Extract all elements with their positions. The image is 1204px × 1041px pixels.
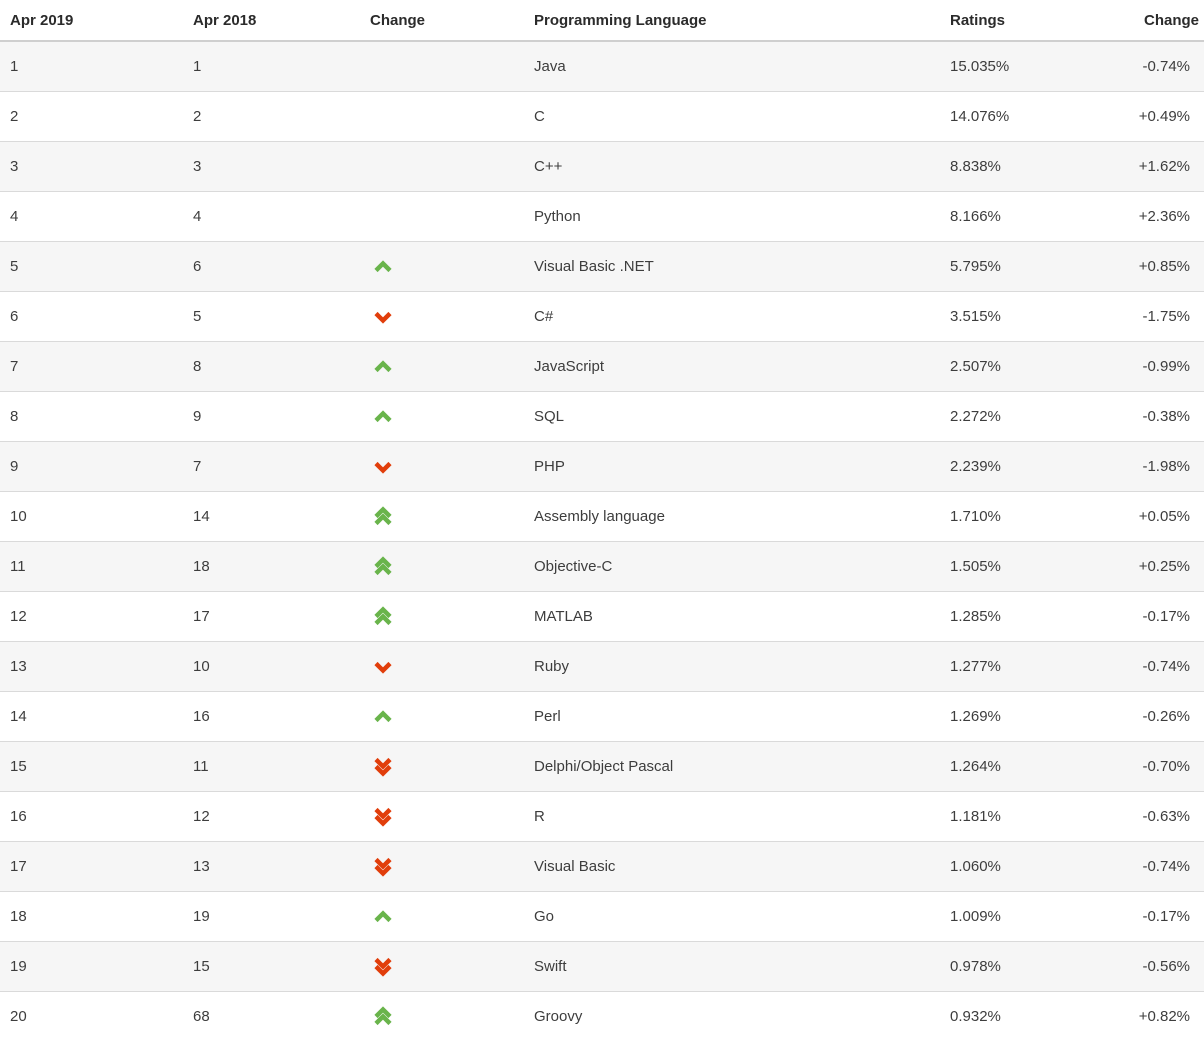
ratings-value: 8.166% (950, 207, 1001, 225)
language-cell (524, 641, 940, 691)
ratings-value: 8.838% (950, 157, 1001, 175)
change-pct-value: -0.17% (1142, 607, 1190, 625)
change-indicator-cell (360, 391, 524, 441)
rank-2018-cell (183, 441, 360, 491)
change-pct-value: -0.74% (1142, 657, 1190, 675)
ratings-cell (940, 391, 1100, 441)
language-cell (524, 191, 940, 241)
rank-2019-value: 18 (10, 907, 27, 925)
rank-2018-value: 11 (193, 757, 209, 775)
ratings-value: 1.181% (950, 807, 1001, 825)
rank-2018-value: 2 (193, 107, 202, 125)
change-pct-value: +0.85% (1138, 257, 1190, 275)
rank-2018-cell (183, 691, 360, 741)
rank-2018-value: 16 (193, 707, 210, 725)
table-row (0, 291, 1204, 341)
double-down-arrow-icon (373, 857, 393, 876)
change-pct-cell (1100, 91, 1204, 141)
language-name: Assembly language (534, 507, 665, 525)
table-row (0, 891, 1204, 941)
table-row (0, 941, 1204, 991)
ratings-cell (940, 341, 1100, 391)
change-indicator-cell (360, 141, 524, 191)
rank-2018-cell (183, 41, 360, 91)
ratings-cell (940, 91, 1100, 141)
column-header-ratings: Ratings (940, 0, 1100, 41)
change-pct-value: -0.17% (1142, 907, 1190, 925)
rank-2019-value: 19 (10, 957, 27, 975)
change-pct-cell (1100, 991, 1204, 1041)
rank-2018-cell (183, 991, 360, 1041)
table-row (0, 791, 1204, 841)
rank-2018-cell (183, 291, 360, 341)
change-indicator-cell (360, 991, 524, 1041)
change-indicator-cell (360, 741, 524, 791)
change-pct-cell (1100, 291, 1204, 341)
table-row (0, 591, 1204, 641)
ratings-cell (940, 941, 1100, 991)
rank-2019-value: 8 (10, 407, 19, 425)
language-name: Perl (534, 707, 561, 725)
language-cell (524, 541, 940, 591)
rank-2018-cell (183, 491, 360, 541)
double-up-arrow-icon (373, 1007, 393, 1026)
rank-2019-cell (0, 541, 183, 591)
change-pct-value: -1.98% (1142, 457, 1190, 475)
rank-2018-value: 5 (193, 307, 202, 325)
rank-2019-cell (0, 841, 183, 891)
change-pct-cell (1100, 541, 1204, 591)
rank-2019-cell (0, 241, 183, 291)
down-arrow-icon (373, 311, 393, 323)
rank-2019-cell (0, 291, 183, 341)
rank-2019-cell (0, 341, 183, 391)
rank-2019-value: 4 (10, 207, 19, 225)
ratings-value: 3.515% (950, 307, 1001, 325)
language-name: SQL (534, 407, 565, 425)
ratings-cell (940, 591, 1100, 641)
rank-2018-value: 10 (193, 657, 210, 675)
rank-2018-cell (183, 891, 360, 941)
change-pct-cell (1100, 441, 1204, 491)
ratings-cell (940, 291, 1100, 341)
table-row (0, 491, 1204, 541)
change-indicator-cell (360, 241, 524, 291)
rank-2018-cell (183, 391, 360, 441)
language-name: R (534, 807, 545, 825)
table-row (0, 41, 1204, 91)
ratings-cell (940, 241, 1100, 291)
rank-2019-cell (0, 641, 183, 691)
rank-2019-cell (0, 441, 183, 491)
language-cell (524, 441, 940, 491)
language-name: Swift (534, 957, 567, 975)
change-pct-value: +2.36% (1138, 207, 1190, 225)
change-pct-value: -0.56% (1142, 957, 1190, 975)
table-row (0, 691, 1204, 741)
ratings-value: 1.505% (950, 557, 1001, 575)
ratings-cell (940, 41, 1100, 91)
up-arrow-icon (373, 911, 393, 923)
ratings-value: 1.264% (950, 757, 1001, 775)
language-cell (524, 891, 940, 941)
change-pct-value: +0.05% (1138, 507, 1190, 525)
rank-2019-cell (0, 41, 183, 91)
language-cell (524, 741, 940, 791)
rank-2019-value: 16 (10, 807, 27, 825)
rank-2018-cell (183, 741, 360, 791)
column-header-change-ratings: Change (1100, 0, 1204, 41)
language-cell (524, 241, 940, 291)
rank-2019-cell (0, 741, 183, 791)
rank-2019-value: 9 (10, 457, 19, 475)
rank-2019-cell (0, 591, 183, 641)
ratings-value: 5.795% (950, 257, 1001, 275)
rank-2019-value: 3 (10, 157, 19, 175)
ratings-value: 2.272% (950, 407, 1001, 425)
ratings-value: 15.035% (950, 57, 1010, 75)
table-row (0, 441, 1204, 491)
rank-2018-value: 68 (193, 1007, 210, 1025)
ratings-cell (940, 691, 1100, 741)
change-indicator-cell (360, 591, 524, 641)
change-indicator-cell (360, 341, 524, 391)
language-cell (524, 491, 940, 541)
rank-2019-value: 12 (10, 607, 27, 625)
table-row (0, 91, 1204, 141)
rank-2019-cell (0, 941, 183, 991)
ratings-value: 2.507% (950, 357, 1001, 375)
rank-2018-cell (183, 191, 360, 241)
language-name: Ruby (534, 657, 570, 675)
table-row (0, 241, 1204, 291)
language-cell (524, 991, 940, 1041)
rank-2018-value: 12 (193, 807, 210, 825)
language-cell (524, 591, 940, 641)
change-indicator-cell (360, 841, 524, 891)
change-indicator-cell (360, 641, 524, 691)
ratings-cell (940, 791, 1100, 841)
up-arrow-icon (373, 261, 393, 273)
rank-2019-value: 1 (10, 57, 19, 75)
rank-2018-value: 15 (193, 957, 210, 975)
language-name: C# (534, 307, 554, 325)
change-pct-cell (1100, 791, 1204, 841)
column-header-change-position: Change (360, 0, 524, 41)
table-body (0, 41, 1204, 1041)
change-indicator-cell (360, 941, 524, 991)
ratings-value: 1.060% (950, 857, 1001, 875)
rank-2018-cell (183, 341, 360, 391)
change-pct-cell (1100, 741, 1204, 791)
change-pct-value: +1.62% (1138, 157, 1190, 175)
change-pct-value: -0.38% (1142, 407, 1190, 425)
rank-2018-value: 19 (193, 907, 210, 925)
rank-2018-value: 13 (193, 857, 210, 875)
column-header-apr-2018: Apr 2018 (183, 0, 360, 41)
language-name: MATLAB (534, 607, 593, 625)
change-pct-value: -0.99% (1142, 357, 1190, 375)
ratings-cell (940, 741, 1100, 791)
ratings-cell (940, 491, 1100, 541)
rank-2018-value: 8 (193, 357, 202, 375)
rank-2019-value: 11 (10, 557, 26, 575)
rank-2018-cell (183, 541, 360, 591)
change-pct-value: +0.82% (1138, 1007, 1190, 1025)
rank-2019-value: 6 (10, 307, 19, 325)
change-pct-value: -1.75% (1142, 307, 1190, 325)
rank-2019-value: 10 (10, 507, 27, 525)
language-cell (524, 841, 940, 891)
language-cell (524, 391, 940, 441)
language-name: Objective-C (534, 557, 613, 575)
rank-2018-value: 7 (193, 457, 202, 475)
rank-2019-cell (0, 891, 183, 941)
change-pct-value: -0.74% (1142, 857, 1190, 875)
rank-2019-value: 2 (10, 107, 19, 125)
language-name: Visual Basic .NET (534, 257, 654, 275)
change-pct-cell (1100, 341, 1204, 391)
ratings-value: 0.978% (950, 957, 1001, 975)
table-row (0, 341, 1204, 391)
change-pct-cell (1100, 41, 1204, 91)
table-row (0, 841, 1204, 891)
change-pct-cell (1100, 391, 1204, 441)
ratings-cell (940, 191, 1100, 241)
change-indicator-cell (360, 891, 524, 941)
rank-2019-value: 7 (10, 357, 19, 375)
rank-2018-value: 18 (193, 557, 210, 575)
change-indicator-cell (360, 91, 524, 141)
ratings-cell (940, 141, 1100, 191)
rank-2018-cell (183, 241, 360, 291)
table-row (0, 991, 1204, 1041)
language-name: Python (534, 207, 581, 225)
ratings-value: 1.710% (950, 507, 1001, 525)
column-header-programming-language: Programming Language (524, 0, 940, 41)
rank-2019-cell (0, 791, 183, 841)
rank-2018-value: 1 (193, 57, 202, 75)
ratings-value: 1.269% (950, 707, 1001, 725)
change-indicator-cell (360, 441, 524, 491)
ratings-value: 2.239% (950, 457, 1001, 475)
change-indicator-cell (360, 491, 524, 541)
change-pct-cell (1100, 691, 1204, 741)
change-pct-cell (1100, 941, 1204, 991)
change-pct-value: -0.63% (1142, 807, 1190, 825)
language-cell (524, 791, 940, 841)
rank-2018-cell (183, 941, 360, 991)
change-indicator-cell (360, 41, 524, 91)
ratings-cell (940, 541, 1100, 591)
language-name: Groovy (534, 1007, 583, 1025)
rank-2019-cell (0, 91, 183, 141)
ratings-cell (940, 991, 1100, 1041)
rank-2018-value: 3 (193, 157, 202, 175)
rank-2019-value: 5 (10, 257, 19, 275)
up-arrow-icon (373, 411, 393, 423)
rank-2019-cell (0, 991, 183, 1041)
language-name: Go (534, 907, 555, 925)
up-arrow-icon (373, 711, 393, 723)
ratings-cell (940, 441, 1100, 491)
change-pct-cell (1100, 591, 1204, 641)
language-name: Java (534, 57, 566, 75)
rank-2018-value: 9 (193, 407, 202, 425)
change-pct-value: -0.70% (1142, 757, 1190, 775)
rank-2018-value: 14 (193, 507, 210, 525)
language-name: Delphi/Object Pascal (534, 757, 674, 775)
language-name: PHP (534, 457, 565, 475)
rank-2018-cell (183, 841, 360, 891)
language-name: JavaScript (534, 357, 605, 375)
change-pct-cell (1100, 191, 1204, 241)
change-pct-cell (1100, 241, 1204, 291)
change-indicator-cell (360, 191, 524, 241)
double-down-arrow-icon (373, 807, 393, 826)
up-arrow-icon (373, 361, 393, 373)
double-up-arrow-icon (373, 607, 393, 626)
language-cell (524, 91, 940, 141)
rank-2018-value: 6 (193, 257, 202, 275)
ratings-cell (940, 891, 1100, 941)
rank-2019-value: 20 (10, 1007, 27, 1025)
rank-2018-cell (183, 641, 360, 691)
language-name: Visual Basic (534, 857, 616, 875)
language-cell (524, 691, 940, 741)
change-pct-value: -0.26% (1142, 707, 1190, 725)
table-row (0, 391, 1204, 441)
change-indicator-cell (360, 691, 524, 741)
ratings-value: 1.277% (950, 657, 1001, 675)
rank-2018-cell (183, 141, 360, 191)
rank-2019-value: 14 (10, 707, 27, 725)
rank-2019-value: 15 (10, 757, 27, 775)
change-pct-cell (1100, 841, 1204, 891)
ratings-value: 14.076% (950, 107, 1010, 125)
language-cell (524, 141, 940, 191)
table-row (0, 641, 1204, 691)
ratings-value: 1.285% (950, 607, 1001, 625)
rank-2018-cell (183, 791, 360, 841)
table-header-row (0, 0, 1204, 41)
change-pct-cell (1100, 641, 1204, 691)
down-arrow-icon (373, 461, 393, 473)
change-indicator-cell (360, 291, 524, 341)
rank-2019-cell (0, 491, 183, 541)
change-indicator-cell (360, 541, 524, 591)
language-cell (524, 341, 940, 391)
rank-2018-cell (183, 91, 360, 141)
language-cell (524, 941, 940, 991)
rank-2018-value: 4 (193, 207, 202, 225)
rank-2019-value: 17 (10, 857, 27, 875)
change-indicator-cell (360, 791, 524, 841)
double-up-arrow-icon (373, 557, 393, 576)
double-down-arrow-icon (373, 757, 393, 776)
change-pct-value: +0.49% (1138, 107, 1190, 125)
table-row (0, 191, 1204, 241)
change-pct-value: +0.25% (1138, 557, 1190, 575)
table-row (0, 541, 1204, 591)
ratings-cell (940, 841, 1100, 891)
rank-2019-value: 13 (10, 657, 27, 675)
rank-2019-cell (0, 141, 183, 191)
change-pct-value: -0.74% (1142, 57, 1190, 75)
language-name: C (534, 107, 545, 125)
rank-2019-cell (0, 191, 183, 241)
double-up-arrow-icon (373, 507, 393, 526)
language-name: C++ (534, 157, 563, 175)
table-row (0, 741, 1204, 791)
rank-2019-cell (0, 391, 183, 441)
rank-2018-cell (183, 591, 360, 641)
ratings-cell (940, 641, 1100, 691)
language-cell (524, 291, 940, 341)
ratings-value: 1.009% (950, 907, 1001, 925)
change-pct-cell (1100, 491, 1204, 541)
language-cell (524, 41, 940, 91)
change-pct-cell (1100, 141, 1204, 191)
down-arrow-icon (373, 661, 393, 673)
column-header-apr-2019: Apr 2019 (0, 0, 183, 41)
ratings-value: 0.932% (950, 1007, 1001, 1025)
double-down-arrow-icon (373, 957, 393, 976)
table-row (0, 141, 1204, 191)
rank-2018-value: 17 (193, 607, 210, 625)
change-pct-cell (1100, 891, 1204, 941)
rank-2019-cell (0, 691, 183, 741)
